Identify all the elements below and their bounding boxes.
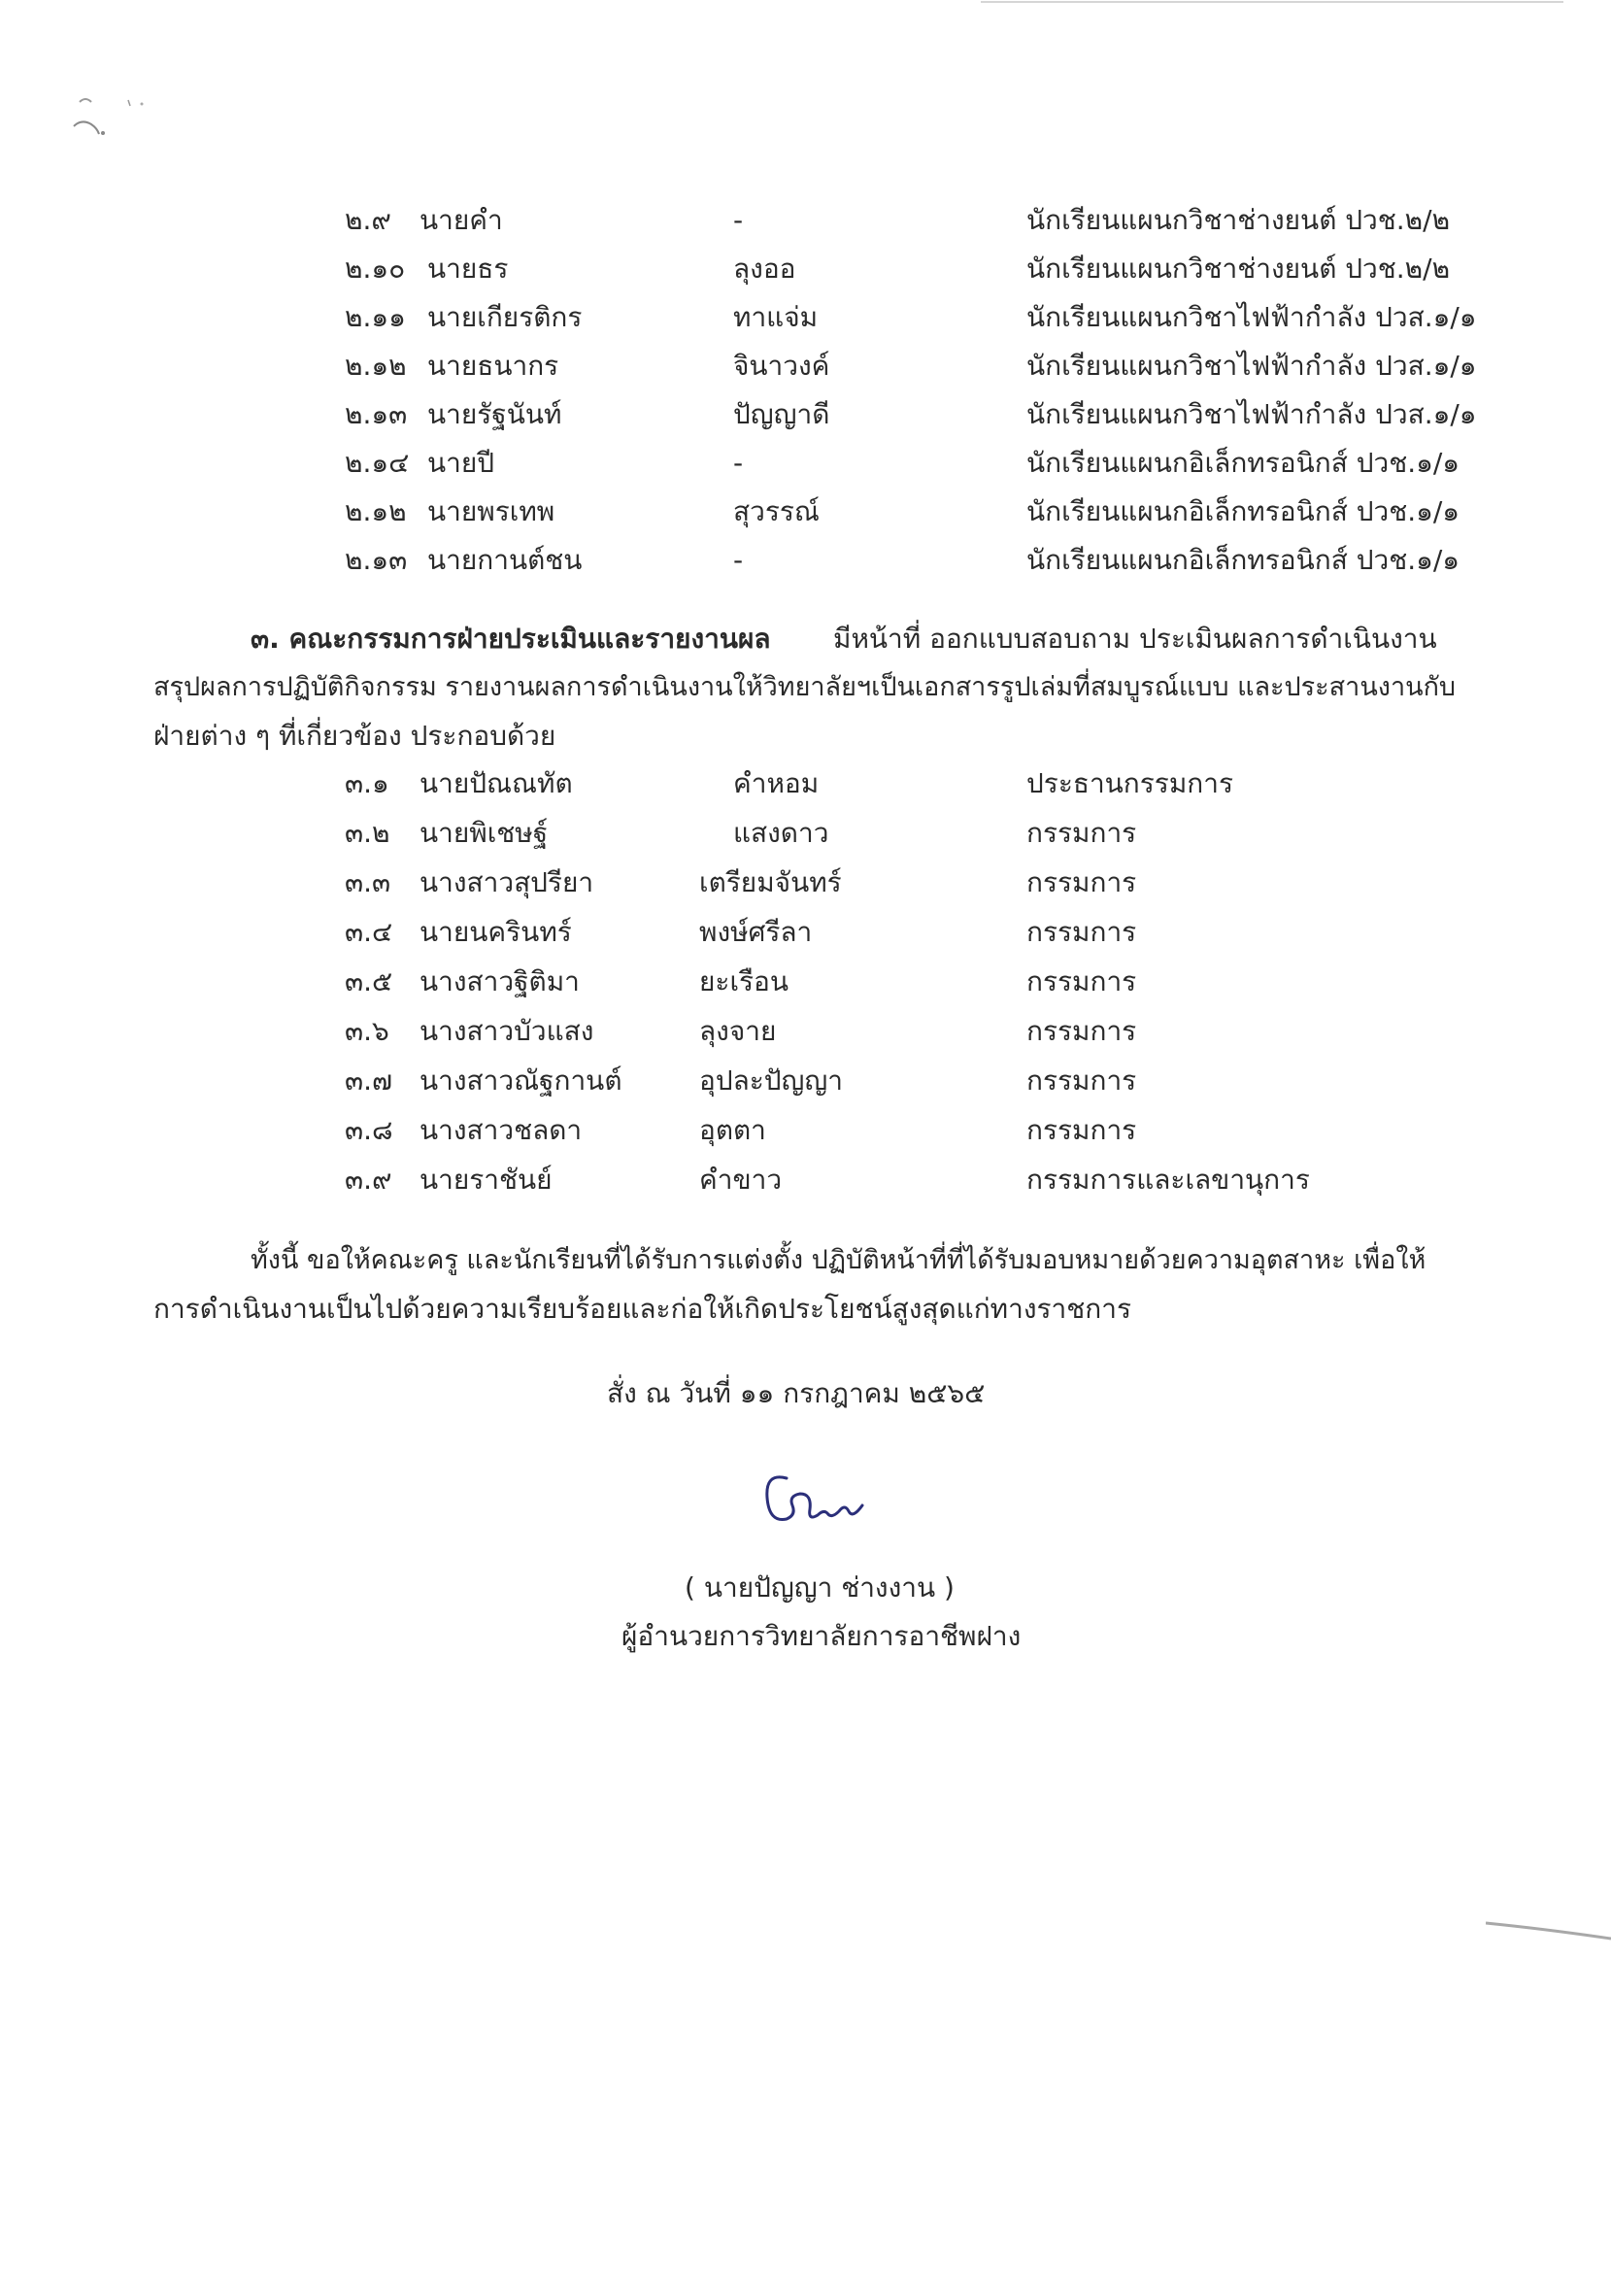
- order-date: สั่ง ณ วันที่ ๑๑ กรกฎาคม ๒๕๖๕: [607, 1377, 986, 1409]
- item-surname: พงษ์ศรีลา: [699, 916, 813, 948]
- item-name: นายคำ: [420, 204, 503, 236]
- item-surname: -: [733, 544, 744, 576]
- item-surname: -: [733, 204, 744, 236]
- item-role: นักเรียนแผนกวิชาช่างยนต์ ปวช.๒/๒: [1026, 204, 1451, 236]
- item-role: นักเรียนแผนกวิชาไฟฟ้ากำลัง ปวส.๑/๑: [1026, 398, 1477, 430]
- item-role: กรรมการ: [1026, 1064, 1137, 1097]
- item-role: นักเรียนแผนกวิชาช่างยนต์ ปวช.๒/๒: [1026, 253, 1451, 285]
- item-number: ๓.๑: [345, 767, 389, 799]
- item-number: ๓.๙: [345, 1164, 392, 1196]
- item-surname: ยะเรือน: [699, 965, 789, 997]
- item-number: ๓.๘: [345, 1114, 393, 1146]
- signature-image: [748, 1467, 874, 1544]
- item-number: ๓.๖: [345, 1015, 389, 1047]
- section-3-heading: ๓. คณะกรรมการฝ่ายประเมินและรายงานผล: [251, 623, 771, 655]
- item-surname: จินาวงค์: [733, 350, 830, 382]
- closing-line-1: ทั้งนี้ ขอให้คณะครู และนักเรียนที่ได้รับการแต่งตั้ง ปฏิบัติหน้าที่ที่ได้รับมอบหมายด้วยความอุตสาหะ เพื่อให้: [251, 1245, 1426, 1275]
- scan-smudge-mark: [68, 83, 165, 151]
- item-role: นักเรียนแผนกวิชาไฟฟ้ากำลัง ปวส.๑/๑: [1026, 301, 1477, 333]
- item-number: ๒.๑๓: [345, 398, 408, 430]
- item-role: ประธานกรรมการ: [1026, 767, 1234, 799]
- item-name: นายพิเชษฐ์: [420, 817, 549, 849]
- item-name: นางสาวสุปรียา: [420, 866, 594, 898]
- item-role: กรรมการ: [1026, 817, 1137, 849]
- scan-edge-streak: [1486, 1915, 1611, 1944]
- item-role: นักเรียนแผนกวิชาไฟฟ้ากำลัง ปวส.๑/๑: [1026, 350, 1477, 382]
- item-surname: เตรียมจันทร์: [699, 866, 842, 898]
- item-number: ๓.๗: [345, 1064, 393, 1097]
- item-surname: อุตตา: [699, 1114, 766, 1146]
- closing-line-2: การดำเนินงานเป็นไปด้วยความเรียบร้อยและก่อให้เกิดประโยชน์สูงสุดแก่ทางราชการ: [153, 1293, 1132, 1325]
- item-name: นายธนากร: [427, 350, 559, 382]
- item-number: ๒.๑๑: [345, 301, 406, 333]
- item-surname: ทาแจ่ม: [733, 301, 819, 333]
- item-number: ๓.๔: [345, 916, 393, 948]
- item-number: ๒.๑๒: [345, 495, 407, 527]
- scan-edge-line: [981, 0, 1563, 6]
- item-surname: ปัญญาดี: [733, 398, 830, 430]
- item-surname: สุวรรณ์: [733, 495, 820, 527]
- item-surname: -: [733, 447, 744, 479]
- item-name: นายปัณณทัต: [420, 767, 573, 799]
- item-surname: คำหอม: [733, 767, 820, 799]
- item-name: นายพรเทพ: [427, 495, 555, 527]
- item-number: ๒.๑๔: [345, 447, 410, 479]
- item-role: กรรมการ: [1026, 916, 1137, 948]
- item-role: กรรมการ: [1026, 1114, 1137, 1146]
- section-3-duty-line-2: สรุปผลการปฏิบัติกิจกรรม รายงานผลการดำเนินงานให้วิทยาลัยฯเป็นเอกสารรูปเล่มที่สมบูรณ์แบบ และประสานงานกับ: [153, 672, 1457, 702]
- item-role: นักเรียนแผนกอิเล็กทรอนิกส์ ปวช.๑/๑: [1026, 495, 1460, 527]
- signer-position: ผู้อำนวยการวิทยาลัยการอาชีพฝาง: [621, 1620, 1022, 1652]
- item-name: นายปี: [427, 447, 495, 479]
- item-role: นักเรียนแผนกอิเล็กทรอนิกส์ ปวช.๑/๑: [1026, 447, 1460, 479]
- item-name: นางสาวณัฐกานต์: [420, 1064, 622, 1097]
- item-number: ๒.๙: [345, 204, 391, 236]
- item-surname: ลุงจาย: [699, 1015, 777, 1047]
- item-role: กรรมการและเลขานุการ: [1026, 1164, 1310, 1196]
- item-surname: ลุงออ: [733, 253, 796, 285]
- item-number: ๒.๑๓: [345, 544, 408, 576]
- item-role: กรรมการ: [1026, 1015, 1137, 1047]
- item-number: ๓.๓: [345, 866, 391, 898]
- item-name: นางสาวบัวแสง: [420, 1015, 594, 1047]
- signer-name: ( นายปัญญา ช่างงาน ): [685, 1571, 955, 1604]
- item-role: กรรมการ: [1026, 965, 1137, 997]
- item-name: นายรัฐนันท์: [427, 398, 562, 430]
- item-name: นายธร: [427, 253, 509, 285]
- item-number: ๒.๑๐: [345, 253, 406, 285]
- item-name: นายนครินทร์: [420, 916, 572, 948]
- item-surname: คำขาว: [699, 1164, 783, 1196]
- item-name: นายกานต์ชน: [427, 544, 583, 576]
- item-role: นักเรียนแผนกอิเล็กทรอนิกส์ ปวช.๑/๑: [1026, 544, 1460, 576]
- item-surname: แสงดาว: [733, 817, 829, 849]
- item-name: นางสาวชลดา: [420, 1114, 583, 1146]
- item-number: ๓.๒: [345, 817, 390, 849]
- item-number: ๒.๑๒: [345, 350, 407, 382]
- section-3-duty-line-3: ฝ่ายต่าง ๆ ที่เกี่ยวข้อง ประกอบด้วย: [153, 720, 556, 752]
- item-name: นายราชันย์: [420, 1164, 553, 1196]
- section-3-duty-line-1: มีหน้าที่ ออกแบบสอบถาม ประเมินผลการดำเนินงาน: [833, 623, 1437, 655]
- item-number: ๓.๕: [345, 965, 393, 997]
- item-name: นางสาวฐิติมา: [420, 965, 580, 997]
- item-name: นายเกียรติกร: [427, 301, 583, 333]
- item-role: กรรมการ: [1026, 866, 1137, 898]
- item-surname: อุปละปัญญา: [699, 1064, 843, 1097]
